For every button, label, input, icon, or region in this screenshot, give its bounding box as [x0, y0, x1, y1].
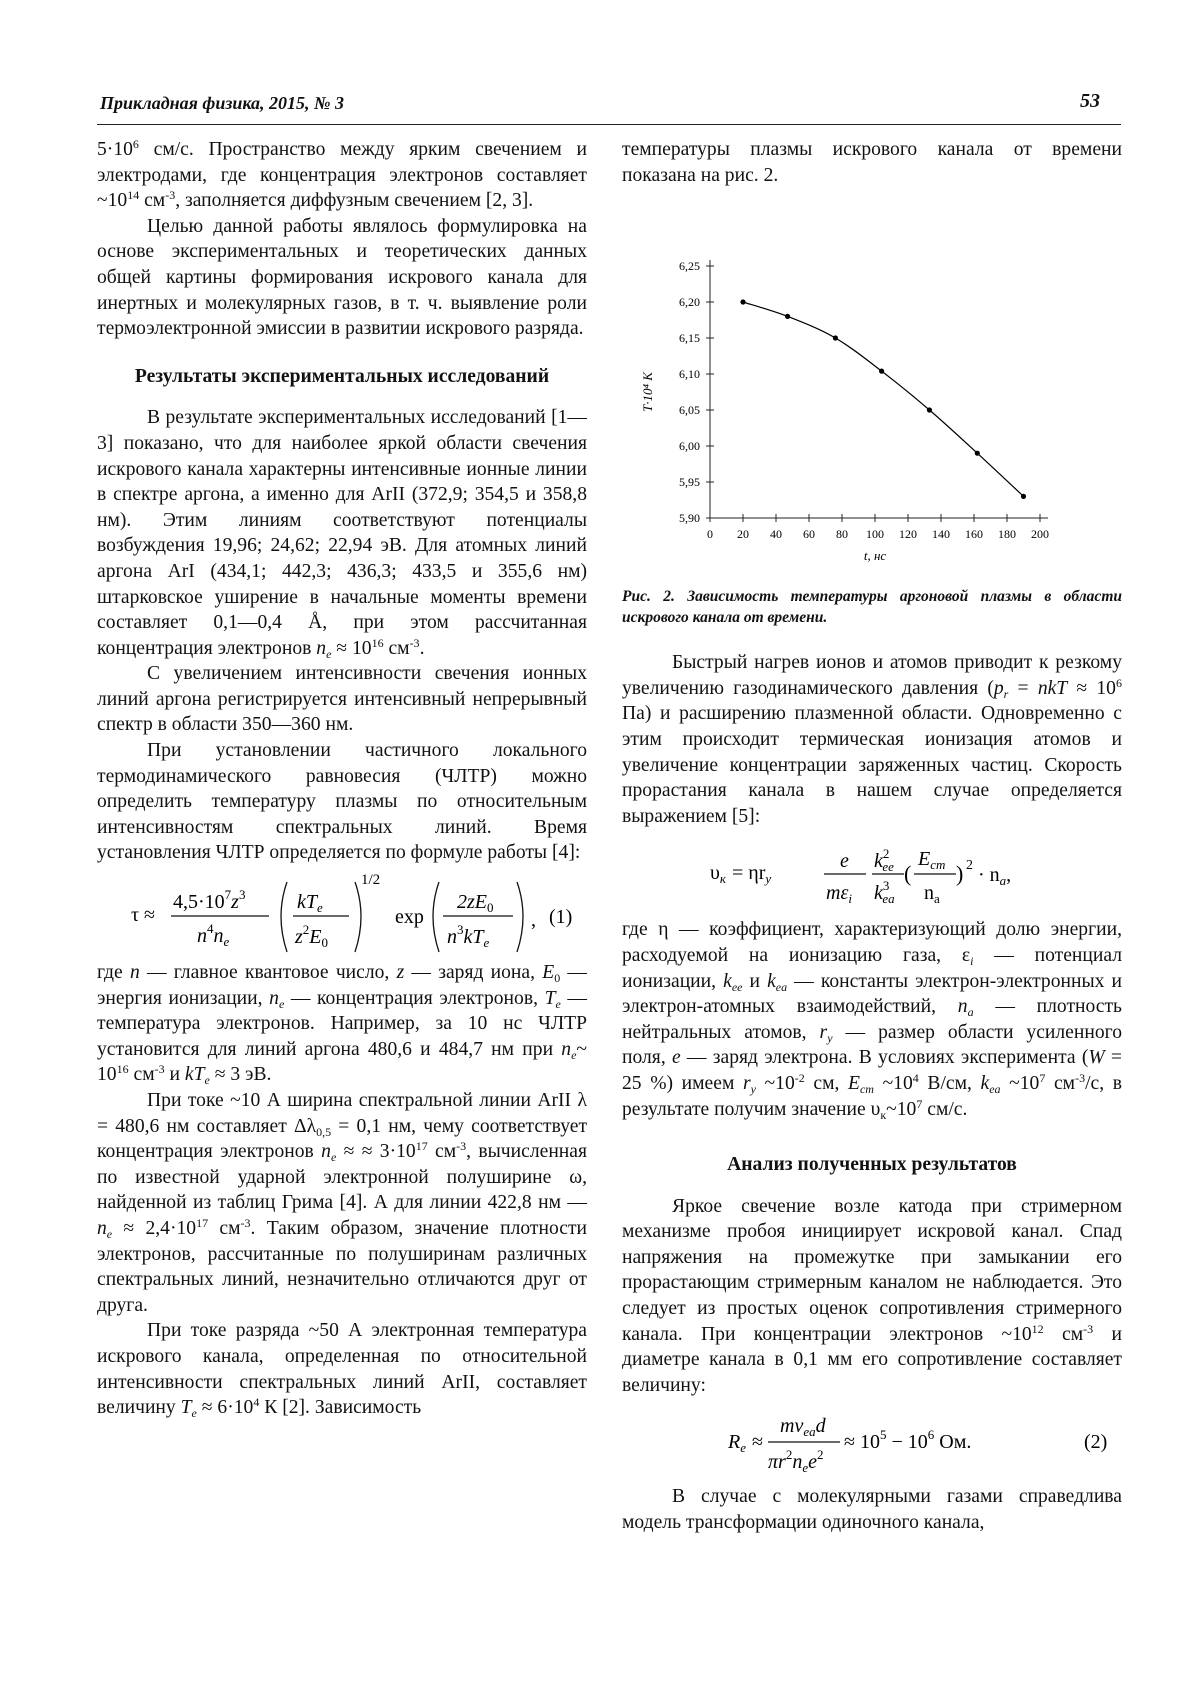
svg-text:z2E0: $z^2E_0$	[295, 922, 329, 951]
paragraph: При токе ~10 А ширина спектральной линии ArII λ = 480,6 нм составляет $\Delta\lambda_{0,5} = 0,1$ нм, чему соответствует концентрация электронов $n_e$ ≈ ≈ $3\cdot 10^{17}$ $см^{-3}$, вычисленная по известной ударной электронной полуширине ω, найденной из таблиц Грима [4]. А для линии 422,8 нм — $n_e \approx 2,4\cdot 10^{17}$ $см^{-3}$. Таким образом, значение плотности электронов, рассчитанные по полуширинам различных спектральных линий, незначительно отличаются друг от друга.	[97, 1090, 588, 1316]
svg-text:na: $n_a$	[924, 882, 940, 907]
paragraph: температуры плазмы искрового канала от времени показана на рис. 2.	[622, 139, 1122, 186]
x-tick-label: 180	[998, 527, 1016, 542]
y-tick-label: 5,90	[679, 511, 700, 526]
svg-text:πr2nee2: $\pi r^2n_ee^2$	[768, 1447, 824, 1476]
paragraph: С увеличением интенсивности свечения ионных линий аргона регистрируется интенсивный непрерывный спектр в области 350—360 нм.	[97, 663, 587, 736]
formula-1-svg	[97, 866, 587, 960]
x-tick-label: 80	[836, 527, 848, 542]
svg-text:exp: exp	[395, 906, 424, 929]
paragraph: где n — главное квантовое число, z — заряд иона, $E_0$ — энергия ионизации, $n_e$ — концентрация электронов, $T_e$ — температура электронов. Например, за 10 нс ЧЛТР установится для линий аргона 480,6 и 484,7 нм при $n_e\sim$ $10^{16}$ $см^{-3}$ и $kT_e \approx 3$ эВ.	[97, 962, 588, 1088]
formula-tau: τ ≈	[131, 904, 156, 927]
x-tick-label: 200	[1031, 527, 1049, 542]
x-tick-label: 0	[707, 527, 713, 542]
y-tick-label: 6,05	[679, 403, 700, 418]
paragraph: Быстрый нагрев ионов и атомов приводит к резкому увеличению газодинамического давления ($p_r$ = nkT ≈ $10^6$ Па) и расширению плазменной области. Одновременно с этим происходит термическая ионизация атомов и увеличение концентрации заряженных частиц. Скорость прорастания канала в нашем случае определяется выражением [5]:	[622, 652, 1122, 827]
paragraph: В случае с молекулярными газами справедлива модель трансформации одиночного канала,	[622, 1486, 1122, 1534]
svg-text:Re≈: $R_e$ ≈	[728, 1431, 763, 1456]
data-point	[740, 300, 745, 305]
svg-text:kTe: $kT_e$	[297, 891, 323, 916]
svg-text:1/2: 1/2	[361, 872, 381, 889]
y-tick-label: 6,10	[679, 367, 700, 382]
svg-text:): )	[956, 861, 964, 887]
data-point	[1021, 494, 1026, 499]
x-tick-label: 60	[803, 527, 815, 542]
svg-text:2: 2	[966, 858, 973, 874]
formula-velocity-svg	[622, 829, 1122, 917]
formula-number: (1)	[549, 906, 573, 929]
section-heading: Анализ полученных результатов	[727, 1154, 1017, 1176]
y-axis-label: T·10⁴ К	[640, 372, 655, 413]
paragraph: В результате экспериментальных исследований [1—3] показано, что для наиболее яркой области свечения искрового канала характерны интенсивные ионные линии в спектре аргона, а именно для ArII (372,9; 354,5 и 358,8 нм). Этим линиям соответствуют потенциалы возбуждения 19,96; 24,62; 22,94 эВ. Для атомных линий аргона ArI (434,1; 442,3; 436,3; 433,5 и 355,6 нм) штарковское уширение в начальные моменты времени составляет 0,1—0,4 Å, при этом рассчитанная концентрация электронов $n_e \approx 10^{16}$ $см^{-3}$.	[97, 407, 587, 661]
page-number: 53	[1080, 90, 1100, 112]
formula-number: (2)	[1084, 1431, 1108, 1454]
data-point	[927, 408, 932, 413]
y-tick-label: 6,20	[679, 295, 700, 310]
figure-2-chart	[622, 188, 1122, 578]
formula-velocity	[622, 829, 1122, 917]
svg-text:k2ee: $k^2$ ee	[874, 846, 894, 875]
data-point	[833, 336, 838, 341]
svg-text:mνead: $m\nu_{ea}d$	[780, 1415, 826, 1440]
y-tick-label: 6,15	[679, 331, 700, 346]
x-axis-label: t, нс	[863, 548, 887, 564]
svg-text:≈ 105 − 106 Ом.: ≈ $10^5 - 10^6$ Ом.	[844, 1427, 972, 1454]
header-rule	[97, 124, 1121, 125]
journal-title: Прикладная физика, 2015, № 3	[100, 93, 345, 113]
svg-text:,: ,	[531, 909, 536, 932]
y-tick-label: 6,00	[679, 439, 700, 454]
paragraph: При токе разряда ~50 А электронная температура искрового канала, определенная по относительной интенсивности спектральных линий ArII, составляет величину $T_e \approx 6\cdot 10^4$ К [2]. Зависимость	[97, 1320, 587, 1421]
chart-svg	[622, 188, 1122, 578]
data-point	[879, 369, 884, 374]
x-tick-label: 140	[932, 527, 950, 542]
svg-text:Ecm: $E_{cm}$	[918, 848, 946, 873]
paragraph: где η — коэффициент, характеризующий долю энергии, расходуемой на ионизацию газа, $\varepsilon_i$ — потенциал ионизации, $k_{ee}$ и $k_{ea}$ — константы электрон-электронных и электрон-атомных взаимодействий, $n_a$ — плотность нейтральных атомов, $r_y$ — размер области усиленного поля, e — заряд электрона. В условиях эксперимента (W = 25 %) имеем $r_y$ $\sim 10^{-2}$ см, $E_{cm}$ $\sim 10^4$ В/см, $k_{ea}$ $\sim 10^7$ $см^{-3}/с$, в результате получим значение $\upsilon_к\sim 10^7$ см/с.	[622, 919, 1122, 1122]
x-tick-label: 160	[965, 527, 983, 542]
paragraph: Яркое свечение возле катода при стримерном механизме пробоя инициирует искровой канал. Спад напряжения на промежутке при замыкании его прорастающим стримерным каналом не наблюдается. Это следует из простых оценок сопротивления стримерного канала. При концентрации электронов $\sim 10^{12}$ $см^{-3}$ и диаметре канала в 0,1 мм его сопротивление составляет величину:	[622, 1195, 1122, 1396]
svg-text:e: e	[840, 850, 849, 873]
svg-text:· na,: · $n_a$,	[978, 864, 1012, 889]
svg-text:n3kTe: $n^3kT_e$	[447, 922, 490, 951]
right-column	[622, 137, 1122, 1536]
data-point	[785, 314, 790, 319]
formula-2	[622, 1398, 1122, 1484]
x-tick-label: 40	[770, 527, 782, 542]
series-line	[743, 302, 1024, 496]
figure-caption: Рис. 2. Зависимость температуры аргоновой плазмы в области искрового канала от времени.	[622, 588, 1122, 627]
paragraph: $5\cdot 10^6$ см/с. Пространство между ярким свечением и электродами, где концентрация электронов составляет $\sim 10^{14}$ $см^{-3}$, заполняется диффузным свечением [2, 3].	[97, 137, 587, 212]
svg-text:mεi: $m\varepsilon_i$	[826, 882, 852, 907]
y-tick-label: 5,95	[679, 475, 700, 490]
svg-text:4,5·107z3: $4,5\cdot 10^7z^3$	[173, 887, 246, 914]
section-heading: Результаты экспериментальных исследований	[134, 365, 550, 387]
formula-1	[97, 866, 587, 960]
svg-text:υк= ηrу: $\upsilon_к = \eta r_у$	[710, 862, 772, 887]
x-tick-label: 100	[866, 527, 884, 542]
paragraph: Целью данной работы являлось формулировка на основе экспериментальных и теоретических данных общей картины формирования искрового канала для инертных и молекулярных газов, в т. ч. выявление роли термоэлектронной эмиссии в развитии искрового разряда.	[97, 215, 587, 340]
x-tick-label: 20	[737, 527, 749, 542]
svg-text:(: (	[904, 861, 912, 887]
svg-text:k3ea: $k^3$ ea	[874, 878, 895, 907]
x-tick-label: 120	[899, 527, 917, 542]
svg-text:2zE0: $2zE_0$	[457, 891, 494, 916]
data-point	[975, 451, 980, 456]
formula-2-svg	[622, 1398, 1122, 1484]
left-column	[97, 137, 587, 1421]
y-tick-label: 6,25	[679, 259, 700, 274]
paragraph: При установлении частичного локального термодинамического равновесия (ЧЛТР) можно определить температуру плазмы по относительным интенсивностям спектральных линий. Время установления ЧЛТР определяется по формуле работы [4]:	[97, 740, 587, 864]
svg-text:n4ne: $n^4n_e$	[197, 921, 230, 950]
